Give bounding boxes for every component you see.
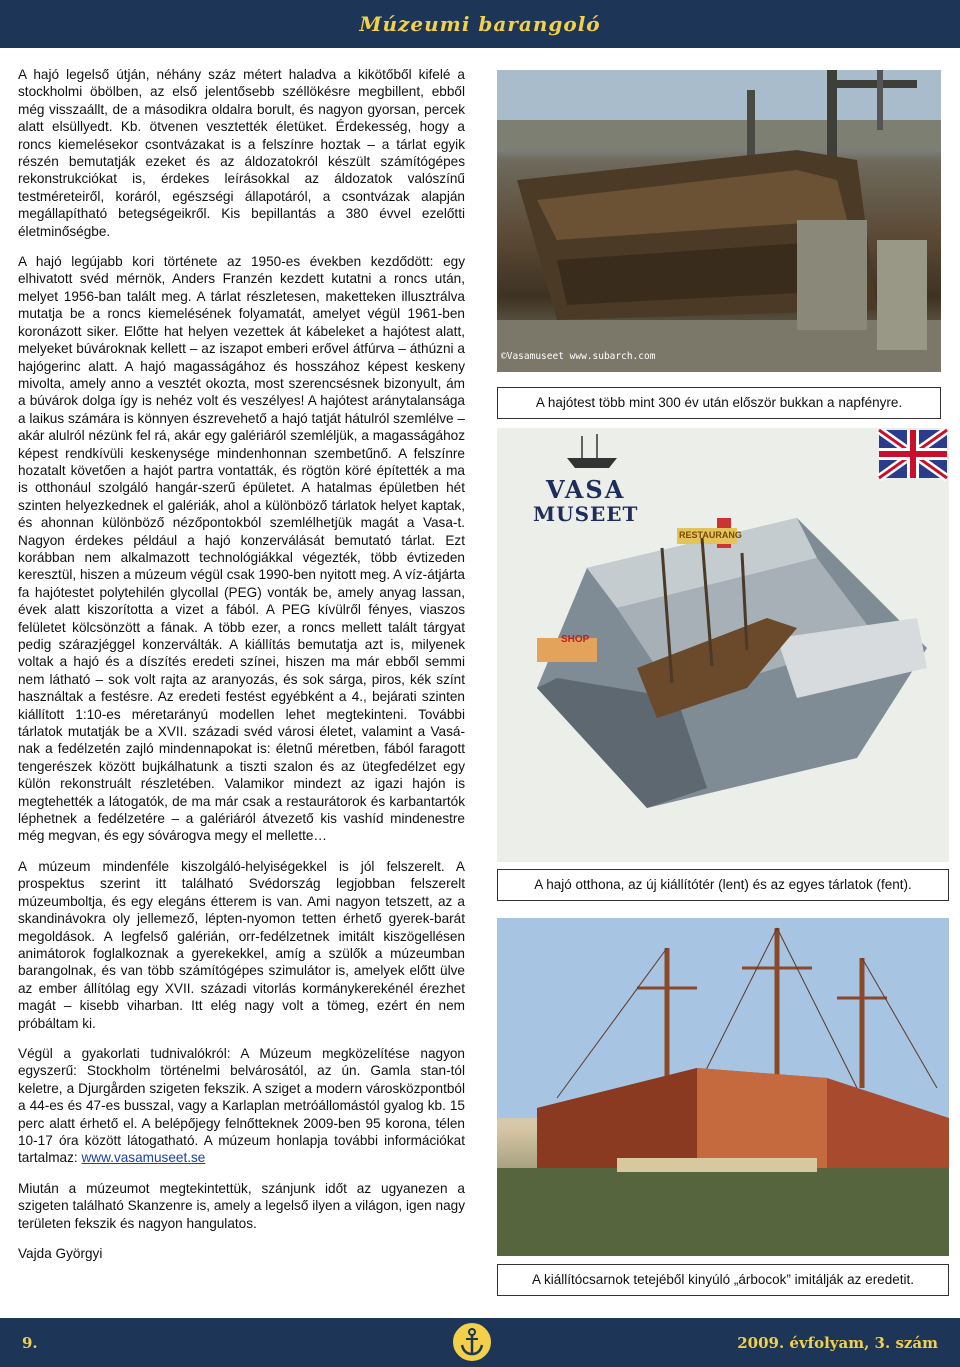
issue-info: 2009. évfolyam, 3. szám [737, 1333, 938, 1352]
photo-caption-3 [497, 1264, 949, 1296]
museum-website-link[interactable]: www.vasamuseet.se [81, 1150, 206, 1166]
museum-map-photo [497, 428, 949, 862]
author-name: Vajda Györgyi [18, 1246, 103, 1261]
flag-union-icon [879, 430, 947, 478]
restaurant-label: RESTAURANG [679, 530, 742, 540]
museum-building-illustration [497, 918, 949, 1256]
practical-text: Végül a gyakorlati tudnivalókról: A Múzeum megközelítése nagyon egyszerű: Stockholm történelmi belvárosától, az ún. Gamla stan-tól keletre, a Djurgården szigeten fekszik. A sziget a modern városközpontból a 44-es és 47-es busszal, vagy a Karlaplan metróállomástól gyalog kb. 15 perc alatt érhető el. A belépőjegy felnőtteknek 2009-ben 95 korona, télen 10-17 óra között látogatható. A múzeum honlapja további információkat tartalmaz: [18, 1045, 465, 1166]
article-paragraph: A hajó legújabb kori története az 1950-es években kezdődött: egy elhivatott svéd mérnök, Anders Franzén kezdett kutatni a roncs után, melyet 1956-ban talált meg. A tárlat részletesen, maketteken illusztrálva mutatja be a roncs kiemelésének folyamatát, amelyet végül 1961-ben koronázott siker. Előtte hat helyen vezettek át kábeleket a hajótest alatt, melyeket búvároknak kellett – az iszapot emberi erővel átfúrva – áthúzni a hajógerinc alatt. A hajó magasságához és hosszához képest keskeny mivolta, amely anno a vesztét okozta, most szerencsésnek bizonyult, ám a búvárok dolga így is nehéz volt és veszélyes! A hajótest aránytalansága a laikus számára is könnyen észrevehető a hajó tatját hátulról szemlélve – akár alulról nézünk fel rá, akár egy galériáról szemléljük, a magasságához képest rendkívüli keskenysége mindenhonnan szembetűnő. A felszínre hozatalt követően a hajót partra vontatták, és rögtön köré építették a ma is otthonául szolgáló hangár-szerű épületet. A hatalmas épületben hét szinten helyezkednek el galériák, ahol a különböző tárlatok helyet kaptak, és ahonnan különböző nézőpontokból szemlélhetjük magát a Vasa-t. Nagyon érdekes például a hajó konzerválását bemutató tárlat. Ezt korábban nem alkalmazott technológiákkal végezték, több évtizeden keresztül, hiszen a múzeum végül csak 1990-ben nyitott meg. A víz-átjárta fa hajótestet polytehilén glycollal (PEG) vonták be, amely anyag lassan, évek alatt kiszorította a vizet a fából. A PEG kívülről fényes, viaszos felületet kölcsönzött a fának. A több ezer, a roncs mellett talált tárgyat pedig szárazjéggel konzerválták. A kiállítás bemutatja azt is, milyenek voltak a hajó és a díszítés eredeti színei, hiszen ma már ebből semmi nem látható – sok volt rajta az aranyozás, és sok sárga, piros, kék színt használtak a festésre. Az eredeti festést egyébként a 4., bejárati szinten kiállított 1:10-es méretarányú modellen lehet megtekinteni. További tárlatok mutatják be a XVII. századi svéd városi életet, valamint a Vasá-nak a fedélzetén zajló mindennapokat is: életnű méretben, fából faragott tengerészek között bujkálhatunk a tiszti szalon és az ütegfedélzet egy külön rekonstruált részletében. Valamikor mindezt az igazi hajón is megtehették a látogatók, de ma már csak a restaurátorok és karbantartók léphetnek a fedélzetére – a galériáról átvezető kis vashíd mindenestre még megvan, és egy sóvárogva megy el mellette… [18, 254, 465, 844]
article-paragraph: A múzeum mindenféle kiszolgáló-helyiségekkel is jól felszerelt. A prospektus szerint itt található Svédország legjobban felszerelt múzeumboltja, és egy elegáns étterem is van. Ami nagyon tetszett, az a skandinávokra oly jellemező, lépten-nyomon tetten érhető gyerek-barát megoldások. A legfelső galérián, orr-fedélzetnek imitált kiszögellésen animátorok foglalkoznak a gyerekekkel, amíg a szülők a múzeumban barangolnak, és van több számítógépes szimulátor is, amelyek előtt ülve az ember állítólag egy XVII. századi vitorlás kormánykerekénél érezhet magát – kisebb viharban. Itt elég nagy volt a tömeg, ezért én nem próbáltam ki. [18, 858, 465, 1031]
vasa-museum-logo [533, 475, 639, 526]
anchor-icon [450, 1320, 494, 1364]
logo-line-1: VASA [546, 475, 626, 504]
caption-text: A hajótest több mint 300 év után először bukkan a napfényre. [535, 395, 903, 410]
article-paragraph-practical [18, 1045, 465, 1167]
museum-building-photo [497, 918, 949, 1256]
header-bar [0, 0, 960, 48]
photo-watermark: ©Vasamuseet www.subarch.com [501, 351, 656, 362]
page-title: Múzeumi barangoló [359, 12, 601, 36]
article-paragraph: Miután a múzeumot megtekintettük, szánjunk időt az ugyanezen a szigeten található Skanzenre is, amely a legelső ilyen a világon, igen nagy területen fekszik és nagyon hangulatos. [18, 1180, 465, 1231]
page-number: 9. [22, 1333, 38, 1352]
article-paragraph: A hajó legelső útján, néhány száz métert haladva a kikötőből kifelé a stockholmi öbölben, az első jelentősebb széllökésre megbillent, ebből még visszaállt, de a másodikra oldalra borult, és nagyon gyorsan, percek alatt elsüllyedt. Kb. ötvenen vesztették életüket. Érdekesség, hogy a roncs kiemelésekor csontvázakat is a felszínre hoztak – a tárlat egyik részén bemutatják ezeket és az áldozatokról készült számítógépes rekonstrukciókat is, érdekes leírásokkal az áldozatok valószínű testméreteiről, koráról, egészségi állapotáról, a csontvázak alapján megállapítható betegségeikről. Kis bepillantás a 380 évvel ezelőtti életminőségbe. [18, 67, 465, 239]
logo-line-2: MUSEET [533, 502, 639, 526]
caption-text: A kiállítócsarnok tetejéből kinyúló „árbocok” imitálják az eredetit. [532, 1272, 914, 1287]
article-body [18, 66, 465, 1275]
ship-hull-illustration [497, 70, 941, 372]
photo-caption-2 [497, 869, 949, 901]
shop-label: SHOP [561, 634, 590, 645]
photo-caption-1 [497, 387, 941, 419]
ship-hull-photo [497, 70, 941, 372]
caption-text: A hajó otthona, az új kiállítótér (lent) és az egyes tárlatok (fent). [534, 877, 912, 892]
